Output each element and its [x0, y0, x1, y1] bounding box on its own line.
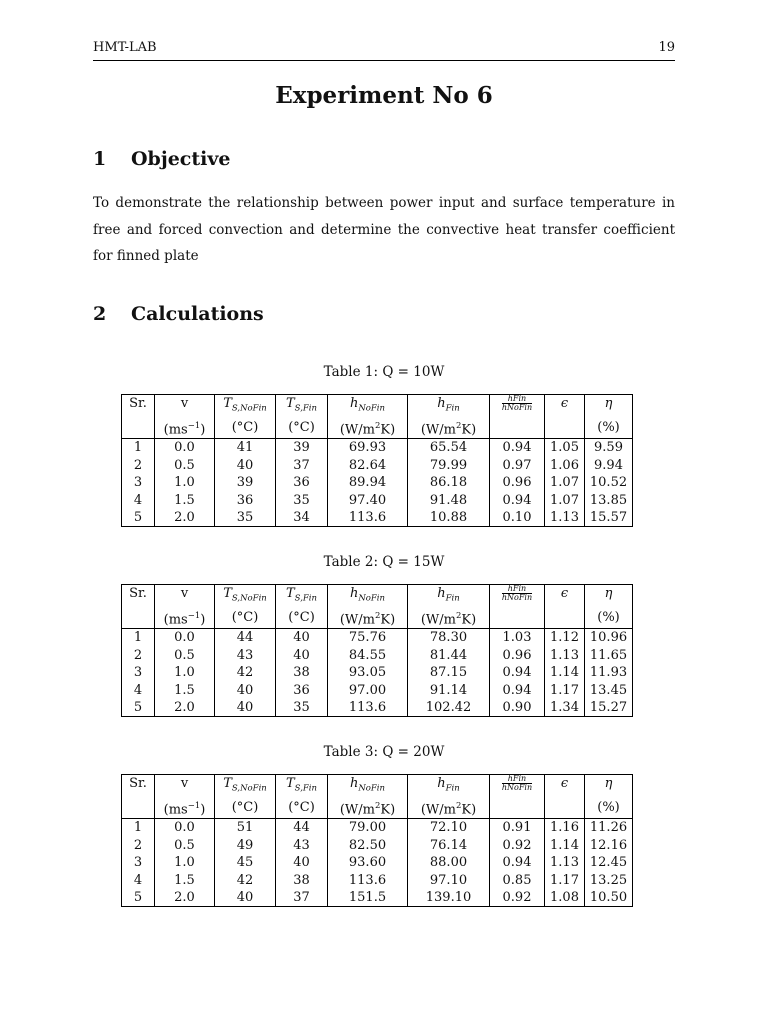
cell-eta: 13.25 [585, 871, 633, 889]
cell-h-nofin: 69.93 [328, 438, 408, 456]
cell-ts-nofin: 51 [215, 818, 276, 836]
cell-ts-nofin: 44 [215, 628, 276, 646]
table-2-caption: Table 2: Q = 15W [323, 554, 445, 570]
col-header-ratio: $\frac{\text{hFin}}{\text{hNoFin}}$ [490, 395, 545, 418]
col-header-h-fin: $h_{Fin}$ [408, 395, 490, 418]
cell-sr: 4 [122, 681, 155, 699]
cell-ratio: 0.94 [490, 664, 545, 682]
cell-ratio: 0.94 [490, 854, 545, 872]
cell-ratio: 0.94 [490, 491, 545, 509]
section-objective-heading [93, 148, 231, 170]
col-header-h-nofin: $h_{NoFin}$ [328, 585, 408, 608]
cell-eta: 11.65 [585, 646, 633, 664]
table-1 [121, 394, 633, 527]
col-header-ts-fin: $T_{S,Fin}$ [276, 775, 328, 798]
cell-ratio: 0.92 [490, 836, 545, 854]
col-header-sr: Sr. [122, 585, 155, 608]
cell-ratio: 0.94 [490, 681, 545, 699]
col-header-h-fin: $h_{Fin}$ [408, 775, 490, 798]
table-row [122, 456, 633, 474]
cell-v: 1.0 [155, 474, 215, 492]
cell-eta: 13.85 [585, 491, 633, 509]
header-course-label: HMT-LAB [93, 40, 157, 55]
cell-h-nofin: 97.40 [328, 491, 408, 509]
cell-ts-fin: 34 [276, 509, 328, 527]
col-header-ts-fin: $T_{S,Fin}$ [276, 585, 328, 608]
cell-eta: 11.26 [585, 818, 633, 836]
cell-epsilon: 1.13 [545, 646, 585, 664]
cell-epsilon: 1.13 [545, 509, 585, 527]
cell-h-fin: 10.88 [408, 509, 490, 527]
cell-ts-nofin: 36 [215, 491, 276, 509]
cell-ts-nofin: 49 [215, 836, 276, 854]
cell-h-nofin: 75.76 [328, 628, 408, 646]
col-header-ts-fin: $T_{S,Fin}$ [276, 395, 328, 418]
table-row [122, 871, 633, 889]
cell-eta: 10.50 [585, 889, 633, 907]
cell-h-fin: 65.54 [408, 438, 490, 456]
cell-h-nofin: 113.6 [328, 509, 408, 527]
page-title: Experiment No 6 [275, 82, 493, 109]
cell-v: 0.5 [155, 456, 215, 474]
cell-h-fin: 87.15 [408, 664, 490, 682]
cell-sr: 5 [122, 509, 155, 527]
cell-ratio: 0.96 [490, 646, 545, 664]
col-header-v: v [155, 775, 215, 798]
cell-ratio: 0.97 [490, 456, 545, 474]
table-3-caption: Table 3: Q = 20W [323, 744, 445, 760]
col-header-eta: η [585, 775, 633, 798]
col-header-eta: η [585, 395, 633, 418]
table-2 [121, 584, 633, 717]
cell-eta: 9.59 [585, 438, 633, 456]
cell-h-nofin: 151.5 [328, 889, 408, 907]
cell-sr: 2 [122, 646, 155, 664]
col-header-h-fin: $h_{Fin}$ [408, 585, 490, 608]
cell-eta: 12.45 [585, 854, 633, 872]
col-unit-h-nofin: $(W/m^2K)$ [328, 418, 408, 439]
table-row [122, 818, 633, 836]
table-row [122, 628, 633, 646]
cell-v: 0.5 [155, 836, 215, 854]
cell-v: 2.0 [155, 509, 215, 527]
cell-ts-fin: 37 [276, 456, 328, 474]
cell-epsilon: 1.05 [545, 438, 585, 456]
cell-v: 2.0 [155, 889, 215, 907]
table-row [122, 438, 633, 456]
cell-epsilon: 1.14 [545, 664, 585, 682]
col-unit-ts-nofin: (°C) [215, 608, 276, 629]
cell-ts-nofin: 43 [215, 646, 276, 664]
cell-v: 1.0 [155, 664, 215, 682]
section-calculations-heading [93, 303, 264, 325]
cell-v: 0.0 [155, 438, 215, 456]
cell-ts-nofin: 42 [215, 871, 276, 889]
table-row [122, 836, 633, 854]
cell-ratio: 0.94 [490, 438, 545, 456]
cell-v: 2.0 [155, 699, 215, 717]
cell-sr: 1 [122, 628, 155, 646]
col-header-v: v [155, 395, 215, 418]
cell-sr: 2 [122, 836, 155, 854]
table-row [122, 491, 633, 509]
col-unit-ts-fin: (°C) [276, 608, 328, 629]
col-unit-ts-nofin: (°C) [215, 798, 276, 819]
cell-v: 1.5 [155, 871, 215, 889]
col-unit-eta: (%) [585, 798, 633, 819]
cell-ts-nofin: 39 [215, 474, 276, 492]
cell-eta: 13.45 [585, 681, 633, 699]
cell-ts-fin: 35 [276, 699, 328, 717]
cell-h-fin: 88.00 [408, 854, 490, 872]
cell-ratio: 0.96 [490, 474, 545, 492]
cell-h-fin: 97.10 [408, 871, 490, 889]
cell-ts-nofin: 40 [215, 699, 276, 717]
table-row [122, 474, 633, 492]
col-header-ratio: $\frac{\text{hFin}}{\text{hNoFin}}$ [490, 585, 545, 608]
page-header [93, 40, 675, 61]
cell-ts-fin: 37 [276, 889, 328, 907]
cell-ts-nofin: 35 [215, 509, 276, 527]
col-header-epsilon: ϵ [545, 775, 585, 798]
cell-eta: 11.93 [585, 664, 633, 682]
cell-eta: 9.94 [585, 456, 633, 474]
col-unit-h-fin: $(W/m^2K)$ [408, 608, 490, 629]
col-unit-h-nofin: $(W/m^2K)$ [328, 608, 408, 629]
cell-h-nofin: 82.50 [328, 836, 408, 854]
col-unit-v: $(ms^{-1})$ [155, 608, 215, 629]
cell-eta: 10.52 [585, 474, 633, 492]
cell-h-fin: 81.44 [408, 646, 490, 664]
table-row [122, 889, 633, 907]
col-header-sr: Sr. [122, 775, 155, 798]
col-unit-h-fin: $(W/m^2K)$ [408, 418, 490, 439]
cell-ts-nofin: 40 [215, 456, 276, 474]
cell-epsilon: 1.34 [545, 699, 585, 717]
cell-ratio: 0.10 [490, 509, 545, 527]
cell-ts-fin: 38 [276, 664, 328, 682]
cell-epsilon: 1.06 [545, 456, 585, 474]
cell-ts-fin: 40 [276, 646, 328, 664]
cell-h-nofin: 93.05 [328, 664, 408, 682]
cell-ratio: 0.85 [490, 871, 545, 889]
cell-h-nofin: 82.64 [328, 456, 408, 474]
cell-eta: 15.57 [585, 509, 633, 527]
cell-h-fin: 91.48 [408, 491, 490, 509]
cell-h-fin: 78.30 [408, 628, 490, 646]
cell-epsilon: 1.17 [545, 681, 585, 699]
cell-h-nofin: 79.00 [328, 818, 408, 836]
cell-ts-fin: 40 [276, 854, 328, 872]
cell-ts-fin: 40 [276, 628, 328, 646]
cell-ts-fin: 39 [276, 438, 328, 456]
cell-v: 1.5 [155, 491, 215, 509]
cell-eta: 10.96 [585, 628, 633, 646]
col-unit-ts-fin: (°C) [276, 418, 328, 439]
cell-h-nofin: 84.55 [328, 646, 408, 664]
cell-sr: 3 [122, 664, 155, 682]
cell-h-nofin: 97.00 [328, 681, 408, 699]
cell-epsilon: 1.14 [545, 836, 585, 854]
section-number: 1 [93, 148, 107, 170]
cell-epsilon: 1.08 [545, 889, 585, 907]
col-header-v: v [155, 585, 215, 608]
cell-h-nofin: 89.94 [328, 474, 408, 492]
cell-ratio: 0.91 [490, 818, 545, 836]
cell-ts-fin: 38 [276, 871, 328, 889]
cell-epsilon: 1.16 [545, 818, 585, 836]
col-unit-eta: (%) [585, 418, 633, 439]
section-title: Calculations [131, 303, 264, 325]
cell-epsilon: 1.12 [545, 628, 585, 646]
col-unit-h-nofin: $(W/m^2K)$ [328, 798, 408, 819]
col-unit-eta: (%) [585, 608, 633, 629]
cell-ts-nofin: 45 [215, 854, 276, 872]
table-row [122, 509, 633, 527]
cell-ts-fin: 44 [276, 818, 328, 836]
cell-eta: 15.27 [585, 699, 633, 717]
cell-sr: 4 [122, 491, 155, 509]
cell-sr: 5 [122, 889, 155, 907]
col-header-h-nofin: $h_{NoFin}$ [328, 775, 408, 798]
cell-sr: 5 [122, 699, 155, 717]
cell-sr: 3 [122, 854, 155, 872]
table-3 [121, 774, 633, 907]
table-row [122, 646, 633, 664]
cell-ts-nofin: 41 [215, 438, 276, 456]
col-header-ratio: $\frac{\text{hFin}}{\text{hNoFin}}$ [490, 775, 545, 798]
page-number: 19 [658, 40, 675, 55]
table-row [122, 681, 633, 699]
cell-h-fin: 72.10 [408, 818, 490, 836]
col-unit-v: $(ms^{-1})$ [155, 798, 215, 819]
col-unit-ts-fin: (°C) [276, 798, 328, 819]
cell-h-fin: 76.14 [408, 836, 490, 854]
cell-h-fin: 102.42 [408, 699, 490, 717]
objective-paragraph: To demonstrate the relationship between power input and surface temperature in free and forced convection and determine the convective heat transfer coefficient for finned plate [93, 195, 675, 264]
cell-h-nofin: 113.6 [328, 699, 408, 717]
table-row [122, 854, 633, 872]
cell-ratio: 0.92 [490, 889, 545, 907]
col-header-ts-nofin: $T_{S,NoFin}$ [215, 395, 276, 418]
col-unit-v: $(ms^{-1})$ [155, 418, 215, 439]
cell-sr: 1 [122, 438, 155, 456]
cell-h-nofin: 113.6 [328, 871, 408, 889]
col-header-sr: Sr. [122, 395, 155, 418]
col-header-epsilon: ϵ [545, 585, 585, 608]
cell-sr: 2 [122, 456, 155, 474]
cell-epsilon: 1.13 [545, 854, 585, 872]
cell-v: 1.5 [155, 681, 215, 699]
cell-ts-nofin: 42 [215, 664, 276, 682]
cell-sr: 1 [122, 818, 155, 836]
table-1-caption: Table 1: Q = 10W [323, 364, 445, 380]
cell-ratio: 1.03 [490, 628, 545, 646]
cell-h-fin: 79.99 [408, 456, 490, 474]
cell-ts-nofin: 40 [215, 681, 276, 699]
col-unit-ts-nofin: (°C) [215, 418, 276, 439]
section-number: 2 [93, 303, 107, 325]
cell-v: 0.0 [155, 628, 215, 646]
cell-v: 0.5 [155, 646, 215, 664]
cell-sr: 3 [122, 474, 155, 492]
cell-ts-fin: 43 [276, 836, 328, 854]
cell-ts-fin: 35 [276, 491, 328, 509]
cell-epsilon: 1.07 [545, 491, 585, 509]
cell-h-fin: 91.14 [408, 681, 490, 699]
cell-ratio: 0.90 [490, 699, 545, 717]
col-header-h-nofin: $h_{NoFin}$ [328, 395, 408, 418]
table-row [122, 664, 633, 682]
table-row [122, 699, 633, 717]
col-header-ts-nofin: $T_{S,NoFin}$ [215, 585, 276, 608]
cell-ts-fin: 36 [276, 474, 328, 492]
cell-h-fin: 86.18 [408, 474, 490, 492]
cell-ts-fin: 36 [276, 681, 328, 699]
cell-v: 0.0 [155, 818, 215, 836]
cell-eta: 12.16 [585, 836, 633, 854]
cell-ts-nofin: 40 [215, 889, 276, 907]
cell-epsilon: 1.17 [545, 871, 585, 889]
col-header-eta: η [585, 585, 633, 608]
col-unit-h-fin: $(W/m^2K)$ [408, 798, 490, 819]
cell-h-nofin: 93.60 [328, 854, 408, 872]
cell-epsilon: 1.07 [545, 474, 585, 492]
cell-h-fin: 139.10 [408, 889, 490, 907]
cell-v: 1.0 [155, 854, 215, 872]
col-header-ts-nofin: $T_{S,NoFin}$ [215, 775, 276, 798]
col-header-epsilon: ϵ [545, 395, 585, 418]
section-title: Objective [131, 148, 231, 170]
cell-sr: 4 [122, 871, 155, 889]
